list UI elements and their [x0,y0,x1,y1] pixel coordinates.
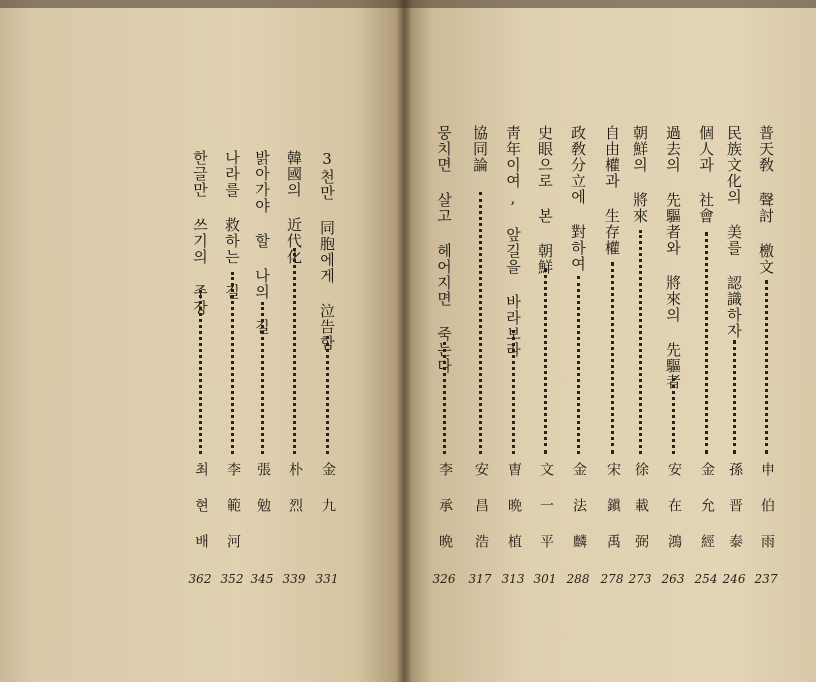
toc-entry-title: 政敎分立에 對하여 [569,125,587,272]
toc-entry-author: 朴烈 [287,462,303,534]
toc-leader-dots [765,280,768,454]
toc-entry-title: 史眼으로 본 朝鮮 [536,125,554,275]
toc-entry-title: 民族文化의 美를 認識하자 [725,125,743,339]
toc-leader-dots [231,272,234,454]
toc-entry-author: 張勉 [255,462,271,534]
toc-leader-dots [261,302,264,454]
toc-entry-title: 밝아가야 할 나의 길 [253,150,271,335]
toc-leader-dots [293,248,296,454]
toc-entry-author: 金九 [320,462,336,534]
toc-entry-title: 韓國의 近代化 [285,150,303,265]
toc-leader-dots [639,230,642,454]
toc-entry-author: 徐載弼 [633,462,649,570]
toc-entry-title: 個人과 社會 [697,125,715,224]
toc-entry-page: 352 [220,572,244,586]
toc-entry-author: 文一平 [538,462,554,570]
toc-entry-title: 한글만 쓰기의 주장 [191,150,209,316]
toc-leader-dots [326,336,329,454]
toc-entry-page: 339 [282,572,306,586]
toc-entry-title: 過去의 先驅者와 將來의 先驅者 [664,125,682,390]
toc-leader-dots [577,276,580,454]
toc-entry-page: 317 [468,572,492,586]
toc-entry-author: 曺晩植 [506,462,522,570]
toc-entry-page: 278 [600,572,624,586]
book-gutter [396,0,412,682]
toc-entry-author: 安在鴻 [666,462,682,570]
page-top-edge [0,0,404,8]
toc-entry-author: 安昌浩 [473,462,489,570]
toc-entry-author: 孫晋泰 [727,462,743,570]
page-top-edge [404,0,816,8]
toc-entry-author: 李承晩 [437,462,453,570]
toc-leader-dots [733,340,736,454]
toc-entry-title: 3천만 同胞에게 泣告함 [318,150,336,351]
toc-entry-author: 李範河 [225,462,241,570]
left-page [0,0,404,682]
toc-entry-page: 362 [188,572,212,586]
toc-entry-author: 金允經 [699,462,715,570]
toc-leader-dots [672,378,675,454]
toc-entry-page: 263 [661,572,685,586]
toc-entry-page: 326 [432,572,456,586]
toc-entry-page: 273 [628,572,652,586]
toc-entry-author: 宋鎭禹 [605,462,621,570]
toc-leader-dots [443,342,446,454]
toc-entry-page: 254 [694,572,718,586]
toc-leader-dots [479,192,482,454]
toc-leader-dots [705,232,708,454]
toc-entry-title: 靑年이여, 앞길을 바라보라 [504,125,522,358]
toc-entry-page: 237 [754,572,778,586]
toc-leader-dots [544,268,547,454]
toc-entry-author: 申伯雨 [759,462,775,570]
toc-entry-title: 自由權과 生存權 [603,125,621,256]
toc-leader-dots [512,330,515,454]
toc-entry-page: 313 [501,572,525,586]
toc-entry-page: 246 [722,572,746,586]
toc-entry-author: 金法麟 [571,462,587,570]
toc-entry-title: 뭉치면 살고 헤어지면 죽는다 [435,125,453,374]
right-page [404,0,816,682]
toc-leader-dots [199,290,202,454]
toc-entry-page: 345 [250,572,274,586]
toc-entry-page: 331 [315,572,339,586]
toc-entry-title: 協同論 [471,125,489,173]
toc-entry-title: 朝鮮의 將來 [631,125,649,224]
toc-leader-dots [611,262,614,454]
toc-entry-page: 288 [566,572,590,586]
toc-entry-page: 301 [533,572,557,586]
toc-entry-title: 나라를 救하는 길 [223,150,241,300]
toc-entry-author: 최현배 [193,462,209,570]
toc-entry-title: 普天敎 聲討 檄文 [757,125,775,275]
